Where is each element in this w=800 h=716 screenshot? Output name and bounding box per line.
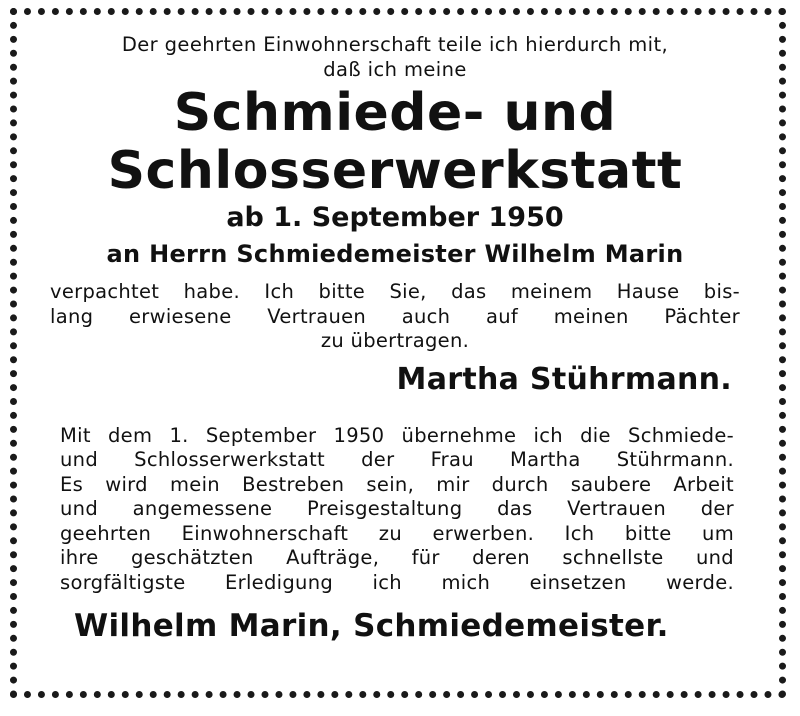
body-line-3: zu übertragen. [320,329,470,352]
intro-line-1: Der geehrten Einwohnerschaft teile ich hierdurch mit, [121,33,669,56]
body-line-2: lang erwiesene Vertrauen auch auf meinen Pächter [50,304,740,328]
date-line: ab 1. September 1950 [226,202,564,233]
recipient-line: an Herrn Schmiedemeister Wilhelm Marin [106,240,684,268]
headline-line-2: Schlosserwerkstatt [107,141,683,201]
intro-text [50,32,740,82]
para2-line-1: Mit dem 1. September 1950 übernehme ich die Schmiede- [60,423,734,447]
para2-line-5: geehrten Einwohnerschaft zu erwerben. Ich bitte um [60,521,734,545]
para2-line-3: Es wird mein Bestreben sein, mir durch saubere Arbeit [60,472,734,496]
signature-wilhelm: Wilhelm Marin, Schmiedemeister. [74,608,669,644]
para2-line-6: ihre geschätzten Aufträge, für deren schnellste und [60,546,734,569]
body-line-1: verpachtet habe. Ich bitte Sie, das meinem Hause bis- [50,280,740,303]
para2-line-4: und angemessene Preisgestaltung das Vertrauen der [60,497,734,520]
headline [50,84,740,200]
para2-line-2: und Schlosserwerkstatt der Frau Martha Stührmann. [60,448,734,471]
second-paragraph [50,424,740,596]
signature-martha: Martha Stührmann. [396,361,732,397]
announcement-notice [50,32,740,645]
headline-line-1: Schmiede- und [173,83,617,143]
intro-line-2: daß ich meine [323,58,467,81]
body-text [50,280,740,354]
para2-line-7: sorgfältigste Erledigung ich mich einsetzen werde. [60,570,734,594]
